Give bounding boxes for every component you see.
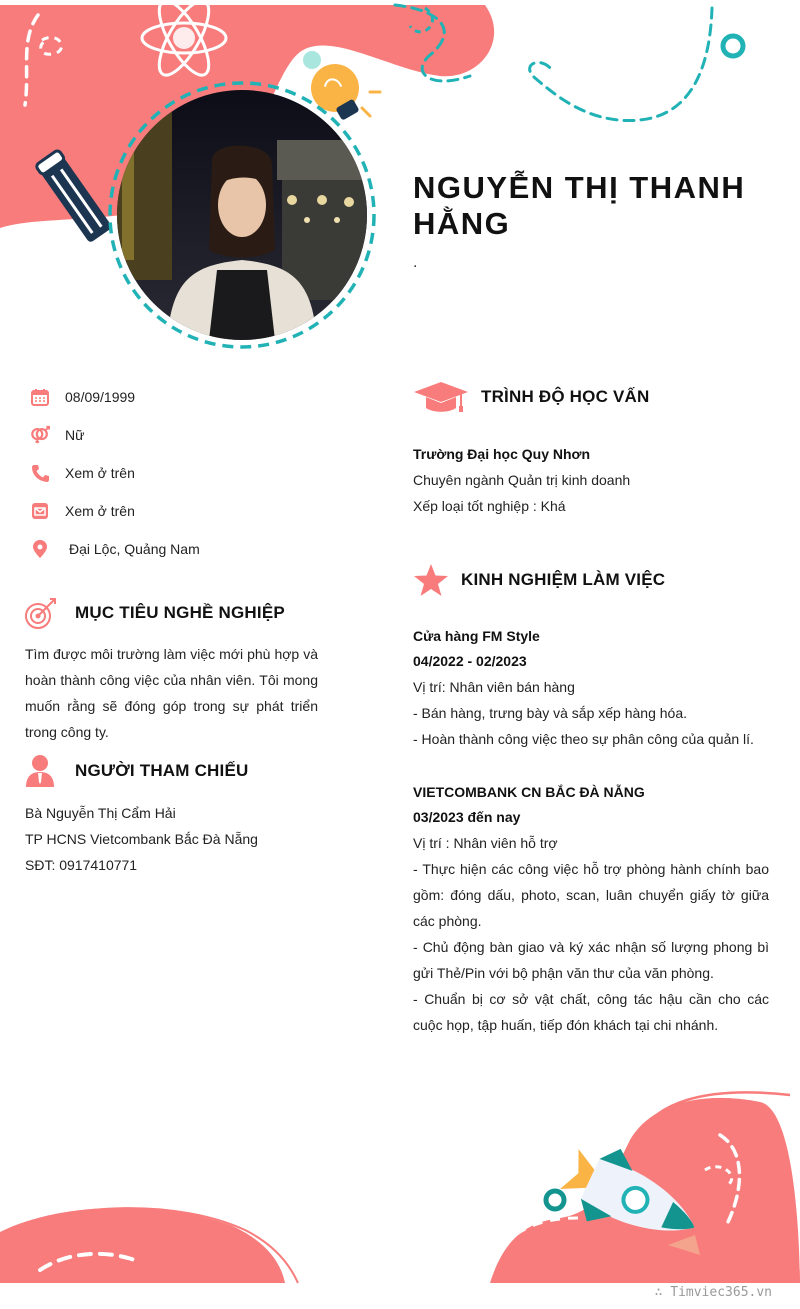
references-title: NGƯỜI THAM CHIẾU (75, 761, 249, 780)
person-icon (25, 754, 55, 788)
job-period: 04/2022 - 02/2023 (413, 653, 527, 669)
location-icon (30, 539, 50, 559)
footer-decoration (0, 1050, 800, 1309)
job-period: 03/2023 đến nay (413, 809, 521, 825)
job-company: Cửa hàng FM Style (413, 628, 540, 644)
graduation-cap-icon (413, 380, 469, 414)
watermark-dots-icon: ∴ (654, 1285, 671, 1300)
education-title: TRÌNH ĐỘ HỌC VẤN (481, 387, 650, 406)
gender-icon (30, 425, 50, 445)
candidate-name: NGUYỄN THỊ THANH HẰNG (413, 170, 746, 241)
gender-value: Nữ (65, 427, 85, 443)
watermark (655, 1285, 772, 1300)
objective-title: MỤC TIÊU NGHỀ NGHIỆP (75, 603, 285, 622)
calendar-icon (30, 387, 50, 407)
education-heading (413, 380, 649, 414)
references-heading (25, 754, 248, 788)
job-entry (413, 780, 769, 1038)
job-company: VIETCOMBANK CN BẮC ĐÀ NẴNG (413, 784, 645, 800)
major: Chuyên ngành Quản trị kinh doanh (413, 472, 631, 488)
birthday-row (30, 384, 135, 410)
phone-row (30, 460, 135, 486)
ring-icon (723, 36, 743, 56)
star-icon (413, 563, 449, 597)
job-line: - Chủ động bàn giao và ký xác nhận số lượng phong bì gửi Thẻ/Pin với bộ phận văn thư của văn phòng. (413, 939, 769, 981)
objective-heading (25, 596, 285, 630)
ring-icon (546, 1191, 564, 1209)
school-name: Trường Đại học Quy Nhơn (413, 446, 591, 462)
gender-row (30, 422, 84, 448)
education-content (413, 441, 773, 519)
email-icon (30, 501, 50, 521)
bubble-icon (303, 51, 321, 69)
address-row (30, 536, 200, 562)
grade: Xếp loại tốt nghiệp : Khá (413, 498, 566, 514)
job-entry (413, 624, 769, 752)
job-line: Vị trí : Nhân viên hỗ trợ (413, 835, 558, 851)
job-line: - Hoàn thành công việc theo sự phân công của quản lí. (413, 731, 754, 747)
reference-phone: SĐT: 0917410771 (25, 857, 138, 873)
reference-position: TP HCNS Vietcombank Bắc Đà Nẵng (25, 831, 258, 847)
job-line: - Thực hiện các công việc hỗ trợ phòng hành chính bao gồm: đóng dấu, photo, scan, luân chuyển giấy tờ giữa các phòng. (413, 861, 769, 929)
phone-value: Xem ở trên (65, 465, 135, 481)
objective-text: Tìm được môi trường làm việc mới phù hợp và hoàn thành công việc của nhân viên. Tôi mong muốn rằng sẽ đóng góp trong sự phát triển trong công ty. (25, 646, 318, 740)
job-line: - Bán hàng, trưng bày và sắp xếp hàng hóa. (413, 705, 688, 721)
job-line: - Chuẩn bị cơ sở vật chất, công tác hậu cần cho các cuộc họp, tập huấn, tiếp đón khách tại chi nhánh. (413, 991, 769, 1033)
experience-title: KINH NGHIỆM LÀM VIỆC (461, 570, 666, 589)
email-row (30, 498, 135, 524)
reference-name: Bà Nguyễn Thị Cẩm Hải (25, 805, 176, 821)
job-line: Vị trí: Nhân viên bán hàng (413, 679, 575, 695)
experience-heading (413, 563, 665, 597)
profile-photo (117, 90, 367, 340)
references-list (25, 800, 258, 878)
email-value: Xem ở trên (65, 503, 135, 519)
subtitle: . (413, 254, 418, 271)
phone-icon (30, 463, 50, 483)
watermark-text: Timviec365.vn (670, 1285, 772, 1300)
birthday-value: 08/09/1999 (65, 389, 136, 405)
target-icon (25, 596, 59, 630)
address-value: Đại Lộc, Quảng Nam (69, 541, 200, 557)
